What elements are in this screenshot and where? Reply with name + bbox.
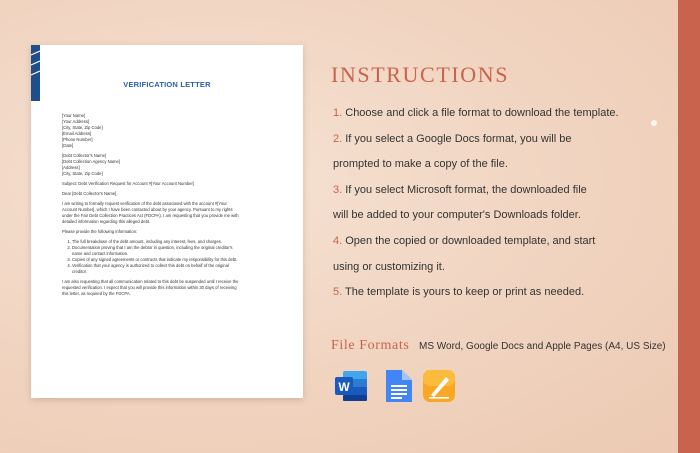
recipient-line: [Debt Collection Agency Name]	[62, 159, 120, 164]
instruction-number: 2.	[333, 133, 343, 145]
list-item-line: 2. Documentation proving that I am the debtor in question, including the original creditor's	[72, 245, 233, 250]
list-item	[72, 245, 282, 257]
sender-line: [Date]	[62, 143, 74, 148]
paragraph-line: under the Fair Debt Collection Practices Act (FDCPA), I am requesting that you provide me with	[62, 213, 239, 218]
list-item-line: name and contact information.	[72, 251, 129, 256]
paragraph-line: this letter, as required by the FDCPA.	[62, 291, 131, 296]
list-item-line: 3. Copies of any signed agreements or contracts that indicate my responsibility for this debt.	[72, 257, 238, 262]
paragraph-2: Please provide the following information:	[62, 229, 138, 234]
decorative-right-strip	[678, 0, 700, 453]
list-item-line: 4. Verification that your agency is authorized to collect this debt on behalf of the original	[72, 263, 229, 268]
instruction-text: using or customizing it.	[333, 261, 445, 273]
subject-line: Subject: Debt Verification Request for Account #[Your Account Number]	[62, 181, 195, 186]
instructions-title: INSTRUCTIONS	[331, 62, 510, 87]
apple-pages-icon[interactable]	[422, 369, 456, 403]
document-title: VERIFICATION LETTER	[123, 80, 211, 89]
instruction-text: prompted to make a copy of the file.	[333, 158, 508, 170]
instruction-line-1	[333, 107, 619, 119]
instruction-line-4	[333, 235, 595, 247]
google-docs-icon[interactable]	[382, 369, 416, 403]
instruction-line-2	[333, 133, 571, 145]
instruction-text: Open the copied or downloaded template, and start	[342, 235, 596, 247]
instruction-line-5	[333, 286, 584, 298]
paragraph-1	[62, 201, 282, 225]
sender-line: [City, State, Zip Code]	[62, 125, 103, 130]
paragraph-3	[62, 279, 282, 297]
instruction-line-3b	[333, 209, 581, 221]
recipient-line: [Address]	[62, 165, 80, 170]
paragraph-line: detailed information regarding this alleged debt.	[62, 219, 151, 224]
file-formats-text: MS Word, Google Docs and Apple Pages (A4, US Size)	[419, 341, 666, 352]
salutation: Dear [Debt Collector's Name],	[62, 191, 118, 196]
instruction-number: 5.	[333, 286, 343, 298]
instruction-number: 4.	[333, 235, 343, 247]
sender-line: [Your Address]	[62, 119, 90, 124]
instruction-line-3	[333, 184, 587, 196]
file-formats-title: File Formats	[331, 338, 410, 353]
sender-line: [Phone Number]	[62, 137, 93, 142]
instruction-line-4b	[333, 261, 445, 273]
document-header-bar	[31, 45, 40, 101]
paragraph-line: I am also requesting that all communication related to this debt be suspended until I receive the	[62, 279, 239, 284]
sender-line: [Your Name]	[62, 113, 86, 118]
sender-line: [Email Address]	[62, 131, 92, 136]
recipient-block	[62, 153, 282, 177]
document-preview	[31, 45, 303, 398]
word-icon[interactable]	[334, 369, 368, 403]
list-item-line: creditor.	[72, 269, 87, 274]
list-item	[72, 263, 282, 275]
instruction-number: 3.	[333, 184, 343, 196]
recipient-line: [City, State, Zip Code]	[62, 171, 103, 176]
instruction-text: will be added to your computer's Downloads folder.	[333, 209, 581, 221]
word-icon-letter: W	[338, 380, 350, 394]
paragraph-line: requested verification. I expect that you will provide this information within 30 days of receiving	[62, 285, 237, 290]
paragraph-line: Account Number], which I have been contacted about by your agency. Pursuant to my rights	[62, 207, 233, 212]
list-item-line: 1. The full breakdown of the debt amount, including any interest, fees, and charges.	[72, 239, 222, 244]
instruction-text: If you select Microsoft format, the downloaded file	[342, 184, 587, 196]
instruction-line-2b	[333, 158, 508, 170]
decorative-dot	[651, 120, 657, 126]
recipient-line: [Debt Collector's Name]	[62, 153, 107, 158]
instruction-text: Choose and click a file format to download the template.	[342, 107, 619, 119]
instruction-text: The template is yours to keep or print as needed.	[342, 286, 585, 298]
instruction-text: If you select a Google Docs format, you will be	[342, 133, 572, 145]
paragraph-line: I am writing to formally request verification of the debt associated with the account #[Your	[62, 201, 227, 206]
document-body	[62, 113, 282, 301]
info-list	[72, 239, 282, 275]
sender-block	[62, 113, 282, 149]
instruction-number: 1.	[333, 107, 343, 119]
